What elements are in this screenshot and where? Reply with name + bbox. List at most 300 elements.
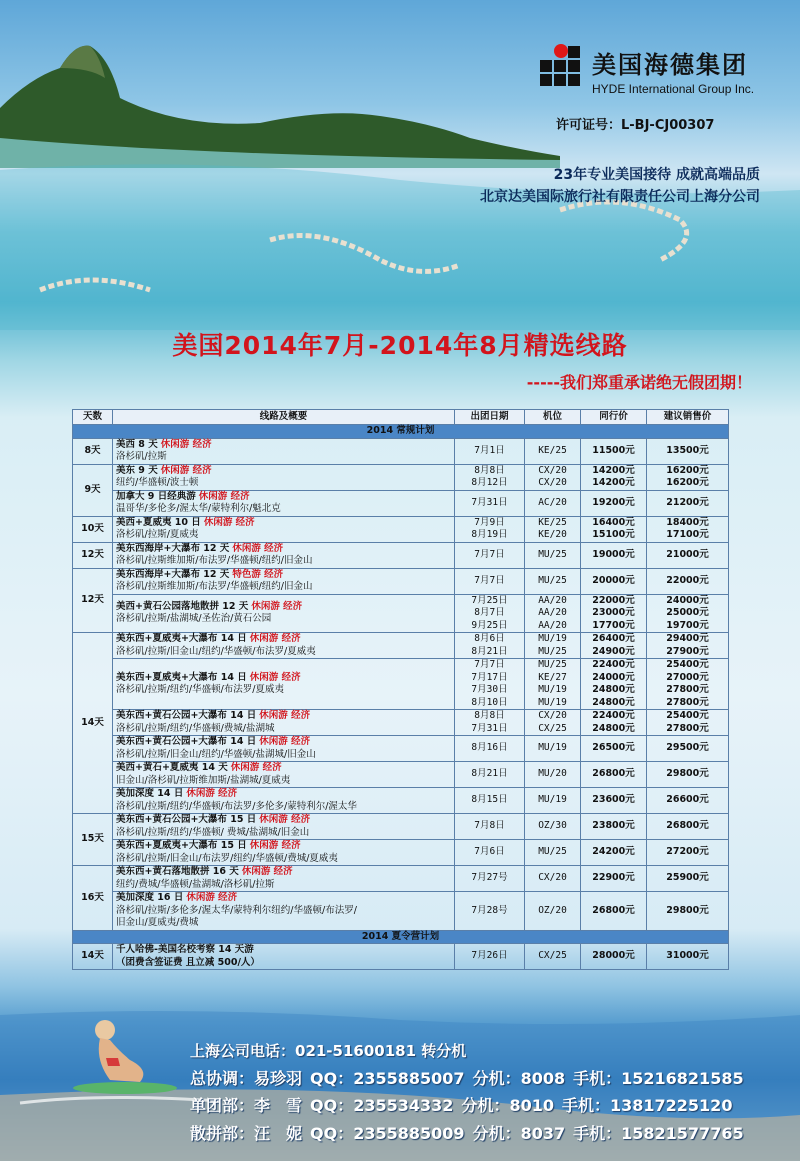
route-cell	[113, 568, 455, 594]
route-cell	[113, 788, 455, 814]
date-cell	[455, 490, 525, 516]
date-cell-value: 8月15日	[471, 794, 508, 806]
contact-row	[190, 1066, 744, 1089]
date-cell-value: 7月27号	[471, 872, 508, 884]
flight-cell	[525, 788, 581, 814]
retail-price-cell	[647, 594, 729, 633]
header-retail-price: 建议销售价	[647, 410, 729, 425]
retail-price-cell-value: 31000元	[666, 950, 709, 962]
table-row	[73, 892, 729, 931]
days-cell: 14天	[73, 944, 113, 970]
flight-cell	[525, 840, 581, 866]
flight-cell-value: MU/25	[538, 846, 567, 858]
date-cell	[455, 736, 525, 762]
retail-price-cell-value: 25000元	[666, 607, 709, 618]
route-tag: 休闲游 经济	[259, 736, 311, 747]
route-heading	[116, 633, 451, 646]
date-cell	[455, 710, 525, 736]
trade-price-cell-value: 24800元	[592, 722, 635, 734]
date-cell	[455, 568, 525, 594]
date-cell	[455, 866, 525, 892]
date-cell-value: 8月8日	[474, 710, 505, 721]
trade-price-cell-value: 22000元	[592, 594, 635, 606]
flight-cell-value: CX/25	[538, 950, 567, 962]
date-cell-value: 7月26日	[471, 950, 508, 962]
retail-price-cell-value: 29500元	[666, 742, 709, 754]
date-cell-value: 7月31日	[471, 722, 508, 734]
trade-price-cell	[581, 659, 647, 710]
table-row	[73, 464, 729, 490]
route-cities: 温哥华/多伦多/渥太华/蒙特利尔/魁北克	[116, 503, 281, 514]
date-cell-value: 8月10日	[471, 696, 508, 708]
date-cell-value: 7月17日	[471, 671, 508, 683]
retail-price-cell-value: 26800元	[666, 820, 709, 832]
route-title: 美西+夏威夷 10 日	[116, 516, 201, 528]
route-cell	[113, 659, 455, 710]
slogan-line-1: 23年专业美国接待 成就高端品质	[553, 167, 760, 183]
route-cities: 洛杉矶/拉斯/纽约/华盛顿/布法罗/多伦多/蒙特利尔/渥太华	[116, 800, 357, 812]
route-cell	[113, 438, 455, 464]
date-cell	[455, 438, 525, 464]
route-title: 美西 8 天	[116, 438, 158, 450]
route-heading	[116, 762, 451, 775]
flight-cell-value: AA/20	[538, 594, 567, 606]
header-route: 线路及概要	[113, 410, 455, 425]
flight-cell-value: CX/25	[538, 722, 567, 734]
contact-name: 汪 妮	[254, 1124, 303, 1143]
header-flight: 机位	[525, 410, 581, 425]
retail-price-cell-value: 27800元	[666, 684, 709, 695]
route-tag: 休闲游 经济	[203, 516, 255, 528]
route-cell	[113, 840, 455, 866]
route-cities: 旧金山/夏威夷/费城	[116, 917, 199, 928]
date-cell-value: 8月7日	[474, 607, 505, 618]
trade-price-cell	[581, 568, 647, 594]
license-number: 许可证号：L-BJ-CJ00307	[556, 118, 715, 133]
flight-cell	[525, 736, 581, 762]
route-cities: 洛杉矶/拉斯/纽约/华盛顿/布法罗/夏威夷	[116, 684, 285, 695]
date-cell	[455, 464, 525, 490]
retail-price-cell	[647, 866, 729, 892]
route-cities: 洛杉矶/拉斯/纽约/华盛顿/费城/盐湖城	[116, 722, 275, 734]
contact-qq: QQ：2355885007	[310, 1069, 465, 1088]
date-cell	[455, 892, 525, 931]
trade-price-cell	[581, 490, 647, 516]
flight-cell	[525, 762, 581, 788]
retail-price-cell	[647, 840, 729, 866]
trade-price-cell	[581, 788, 647, 814]
route-heading	[116, 543, 451, 556]
contact-ext: 分机：8010	[461, 1096, 554, 1115]
contact-row	[190, 1121, 744, 1144]
route-heading	[116, 517, 451, 530]
table-row	[73, 762, 729, 788]
date-cell-value: 8月21日	[471, 768, 508, 780]
route-cities: 纽约/华盛顿/波士顿	[116, 477, 199, 488]
route-cell	[113, 892, 455, 931]
flight-cell-value: KE/20	[538, 529, 567, 540]
table-row	[73, 568, 729, 594]
retail-price-cell-value: 19700元	[666, 619, 709, 631]
table-row	[73, 633, 729, 659]
flight-cell-value: AC/20	[538, 496, 567, 508]
retail-price-cell-value: 25400元	[666, 710, 709, 721]
trade-price-cell-value: 23000元	[592, 607, 635, 618]
trade-price-cell	[581, 736, 647, 762]
date-cell	[455, 762, 525, 788]
retail-price-cell-value: 29400元	[666, 633, 709, 644]
route-heading	[116, 710, 451, 723]
route-heading	[116, 866, 451, 879]
date-cell-value: 7月6日	[474, 846, 505, 858]
brand-name-en: HYDE International Group Inc.	[592, 82, 755, 96]
route-heading	[116, 465, 451, 478]
subtitle-promise: -----我们郑重承诺绝无假团期！	[526, 373, 752, 392]
trade-price-cell	[581, 594, 647, 633]
trade-price-cell-value: 24000元	[592, 671, 635, 683]
route-tag: 休闲游 经济	[186, 892, 238, 903]
days-cell: 12天	[73, 568, 113, 633]
retail-price-cell-value: 21200元	[666, 496, 709, 508]
table-row	[73, 788, 729, 814]
table-row	[73, 516, 729, 542]
trade-price-cell-value: 14200元	[592, 464, 635, 476]
trade-price-cell	[581, 464, 647, 490]
flight-cell	[525, 944, 581, 970]
table-row	[73, 438, 729, 464]
route-cities: 纽约/费城/华盛顿/盐湖城/洛杉矶/拉斯	[116, 878, 275, 890]
route-tag: 休闲游 经济	[249, 671, 301, 683]
retail-price-cell-value: 29800元	[666, 768, 709, 780]
days-cell: 15天	[73, 814, 113, 866]
date-cell-value: 7月8日	[474, 820, 505, 832]
flight-cell-value: MU/19	[538, 633, 567, 644]
route-cities: 洛杉矶/拉斯/旧金山/布法罗/纽约/华盛顿/费城/夏威夷	[116, 852, 338, 864]
contact-name: 易珍羽	[254, 1069, 303, 1088]
table-row	[73, 944, 729, 970]
flight-cell	[525, 866, 581, 892]
retail-price-cell-value: 13500元	[666, 444, 709, 456]
route-tag: 休闲游 经济	[186, 788, 238, 799]
trade-price-cell-value: 19200元	[592, 496, 635, 508]
route-title: 美西+黄石+夏威夷 14 天	[116, 762, 228, 773]
flight-cell	[525, 594, 581, 633]
route-heading	[116, 491, 451, 504]
contact-qq: QQ：2355885009	[310, 1124, 465, 1143]
route-cities: 旧金山/洛杉矶/拉斯维加斯/盐湖城/夏威夷	[116, 774, 291, 786]
trade-price-cell-value: 16400元	[592, 516, 635, 528]
trade-price-cell-value: 11500元	[592, 444, 635, 456]
table-row	[73, 542, 729, 568]
days-cell: 16天	[73, 866, 113, 931]
table-row	[73, 490, 729, 516]
date-cell	[455, 840, 525, 866]
table-row	[73, 814, 729, 840]
date-cell-value: 8月6日	[474, 633, 505, 644]
retail-price-cell	[647, 490, 729, 516]
header-trade-price: 同行价	[581, 410, 647, 425]
date-cell-value: 9月25日	[471, 619, 508, 631]
trade-price-cell-value: 23600元	[592, 794, 635, 806]
route-title: 美东西+夏威夷+大瀑布 14 日	[116, 671, 247, 683]
retail-price-cell	[647, 464, 729, 490]
date-cell-value: 8月19日	[471, 529, 508, 540]
date-cell-value: 7月7日	[474, 659, 505, 670]
contact-mobile: 手机：15216821585	[573, 1069, 744, 1088]
trade-price-cell-value: 26500元	[592, 742, 635, 754]
routes-table	[72, 409, 729, 970]
contact-ext: 分机：8008	[472, 1069, 566, 1088]
table-header-row	[73, 410, 729, 425]
header-date: 出团日期	[455, 410, 525, 425]
retail-price-cell-value: 26600元	[666, 794, 709, 806]
route-cities: 洛杉矶/拉斯/纽约/华盛顿/ 费城/盐湖城/旧金山	[116, 826, 310, 838]
contact-row	[190, 1093, 732, 1116]
flight-cell-value: MU/20	[538, 768, 567, 780]
flight-cell	[525, 438, 581, 464]
trade-price-cell-value: 24800元	[592, 684, 635, 695]
flight-cell-value: MU/19	[538, 794, 567, 806]
trade-price-cell-value: 20000元	[592, 574, 635, 586]
flight-cell	[525, 892, 581, 931]
flight-cell-value: MU/25	[538, 645, 567, 657]
date-cell	[455, 788, 525, 814]
route-cities: 洛杉矶/拉斯	[116, 451, 167, 462]
trade-price-cell-value: 26800元	[592, 904, 635, 916]
flight-cell-value: KE/25	[538, 516, 567, 528]
trade-price-cell-value: 15100元	[592, 529, 635, 540]
days-cell: 12天	[73, 542, 113, 568]
days-cell: 10天	[73, 516, 113, 542]
route-title: 美东西海岸+大瀑布 12 天	[116, 542, 230, 554]
route-heading	[116, 788, 451, 801]
section-label: 2014 夏令营计划	[73, 930, 729, 944]
trade-price-cell	[581, 542, 647, 568]
route-tag: 休闲游 经济	[160, 464, 212, 476]
trade-price-cell	[581, 710, 647, 736]
flight-cell-value: AA/20	[538, 619, 567, 631]
retail-price-cell-value: 27900元	[666, 645, 709, 657]
date-cell-value: 8月12日	[471, 477, 508, 488]
contact-dept: 总协调：	[190, 1069, 255, 1088]
retail-price-cell	[647, 788, 729, 814]
flight-cell-value: MU/19	[538, 684, 567, 695]
surfer-illustration	[70, 1010, 180, 1110]
trade-price-cell	[581, 762, 647, 788]
retail-price-cell-value: 25900元	[666, 872, 709, 884]
route-cities: 洛杉矶/拉斯/夏威夷	[116, 529, 199, 540]
retail-price-cell	[647, 710, 729, 736]
retail-price-cell	[647, 762, 729, 788]
date-cell-value: 7月9日	[474, 516, 505, 528]
date-cell-value: 7月25日	[471, 594, 508, 606]
route-cities: 洛杉矶/拉斯维加斯/布法罗/华盛顿/纽约/旧金山	[116, 555, 313, 566]
retail-price-cell	[647, 542, 729, 568]
routes-body	[73, 425, 729, 970]
trade-price-cell-value: 19000元	[592, 548, 635, 560]
route-cell	[113, 464, 455, 490]
retail-price-cell-value: 24000元	[666, 594, 709, 606]
flight-cell-value: CX/20	[538, 872, 567, 884]
route-tag: 休闲游 经济	[160, 438, 212, 450]
section-row	[73, 930, 729, 944]
retail-price-cell-value: 17100元	[666, 529, 709, 540]
date-cell	[455, 944, 525, 970]
route-heading	[116, 569, 451, 582]
logo-red-dot	[554, 44, 568, 58]
date-cell-value: 8月16日	[471, 742, 508, 754]
flight-cell-value: CX/20	[538, 477, 567, 488]
route-cell	[113, 814, 455, 840]
hyde-logo	[540, 44, 582, 86]
flight-cell	[525, 490, 581, 516]
route-cell	[113, 542, 455, 568]
route-title: 美东西海岸+大瀑布 12 天	[116, 568, 230, 580]
trade-price-cell	[581, 516, 647, 542]
contact-mobile: 手机：15821577765	[573, 1124, 744, 1143]
flight-cell-value: MU/19	[538, 742, 567, 754]
route-cell	[113, 866, 455, 892]
flight-cell-value: OZ/30	[538, 820, 567, 832]
trade-price-cell	[581, 892, 647, 931]
route-title: 美加深度 16 日	[116, 892, 184, 903]
slogan-line-2: 北京达美国际旅行社有限责任公司上海分公司	[480, 189, 760, 205]
days-cell: 8天	[73, 438, 113, 464]
date-cell	[455, 659, 525, 710]
table-row	[73, 659, 729, 710]
date-cell-value: 7月7日	[474, 548, 505, 560]
route-cell	[113, 516, 455, 542]
trade-price-cell-value: 26800元	[592, 768, 635, 780]
route-heading	[116, 840, 451, 853]
route-tag: 休闲游 经济	[198, 490, 250, 502]
route-tag: 休闲游 经济	[230, 762, 282, 773]
trade-price-cell-value: 22400元	[592, 710, 635, 721]
date-cell	[455, 516, 525, 542]
trade-price-cell-value: 28000元	[592, 950, 635, 962]
route-title: 美东西+黄石公园+大瀑布 14 日	[116, 736, 257, 747]
flight-cell-value: AA/20	[538, 607, 567, 618]
retail-price-cell-value: 27200元	[666, 846, 709, 858]
brand-name-cn: 美国海德集团	[592, 50, 748, 79]
flight-cell-value: MU/25	[538, 574, 567, 586]
flight-cell	[525, 710, 581, 736]
flight-cell	[525, 464, 581, 490]
retail-price-cell-value: 27800元	[666, 696, 709, 708]
route-title: 美东西+夏威夷+大瀑布 15 日	[116, 840, 247, 851]
header-days: 天数	[73, 410, 113, 425]
table-row	[73, 710, 729, 736]
route-tag: 休闲游 经济	[259, 814, 311, 825]
section-label: 2014 常规计划	[73, 425, 729, 439]
route-title: 美西+黄石公园落地散拼 12 天	[116, 600, 249, 612]
retail-price-cell	[647, 438, 729, 464]
route-heading	[116, 892, 451, 905]
route-cell	[113, 736, 455, 762]
trade-price-cell	[581, 866, 647, 892]
route-title: 美东西+黄石落地散拼 16 天	[116, 866, 239, 877]
date-cell-value: 7月1日	[474, 444, 505, 456]
route-tag: 休闲游 经济	[241, 866, 293, 877]
route-title: 千人哈佛-美国名校考察 14 天游	[116, 944, 254, 955]
trade-price-cell-value: 14200元	[592, 477, 635, 488]
contact-dept: 单团部：	[190, 1096, 255, 1115]
flight-cell	[525, 568, 581, 594]
contact-qq: QQ：235534332	[310, 1096, 454, 1115]
flight-cell	[525, 633, 581, 659]
date-cell-value: 8月8日	[474, 464, 505, 476]
route-tag: 休闲游 经济	[251, 600, 303, 612]
route-cell	[113, 710, 455, 736]
trade-price-cell-value: 22900元	[592, 872, 635, 884]
date-cell-value: 7月28号	[471, 904, 508, 916]
retail-price-cell-value: 27800元	[666, 722, 709, 734]
main-title: 美国2014年7月-2014年8月精选线路	[172, 331, 628, 360]
flight-cell-value: MU/25	[538, 659, 567, 670]
island-illustration	[0, 38, 560, 168]
retail-price-cell-value: 29800元	[666, 904, 709, 916]
route-cell	[113, 490, 455, 516]
trade-price-cell-value: 26400元	[592, 633, 635, 644]
route-title: 美东西+黄石公园+大瀑布 14 日	[116, 710, 257, 721]
trade-price-cell	[581, 944, 647, 970]
route-cell	[113, 594, 455, 633]
contact-ext: 分机：8037	[472, 1124, 566, 1143]
route-cell	[113, 944, 455, 970]
route-cell	[113, 633, 455, 659]
table-row	[73, 866, 729, 892]
route-tag: 特色游 经济	[232, 568, 284, 580]
retail-price-cell	[647, 633, 729, 659]
table-row	[73, 736, 729, 762]
route-title: 美加深度 14 日	[116, 788, 184, 799]
flight-cell-value: KE/27	[538, 671, 567, 683]
section-row	[73, 425, 729, 439]
route-cities: 洛杉矶/拉斯/旧金山/纽约/华盛顿/盐湖城/旧金山	[116, 748, 316, 760]
route-cities: 洛杉矶/拉斯维加斯/布法罗/华盛顿/纽约/旧金山	[116, 581, 313, 592]
route-heading	[116, 672, 451, 685]
route-note: （团费含签证费 且立减 500/人）	[116, 956, 260, 968]
table-row	[73, 594, 729, 633]
retail-price-cell	[647, 892, 729, 931]
trade-price-cell-value: 23800元	[592, 820, 635, 832]
retail-price-cell-value: 22000元	[666, 574, 709, 586]
route-cities: 洛杉矶/拉斯/旧金山/纽约/华盛顿/布法罗/夏威夷	[116, 645, 316, 657]
retail-price-cell-value: 16200元	[666, 477, 709, 488]
table-row	[73, 840, 729, 866]
contact-mobile: 手机：13817225120	[561, 1096, 733, 1115]
trade-price-cell-value: 24800元	[592, 696, 635, 708]
trade-price-cell-value: 22400元	[592, 659, 635, 670]
flight-cell	[525, 542, 581, 568]
flight-cell	[525, 814, 581, 840]
retail-price-cell-value: 27000元	[666, 671, 709, 683]
date-cell-value: 8月21日	[471, 645, 508, 657]
trade-price-cell	[581, 814, 647, 840]
flight-cell-value: KE/25	[538, 444, 567, 456]
retail-price-cell	[647, 814, 729, 840]
contact-name: 李 雪	[254, 1096, 303, 1115]
retail-price-cell-value: 21000元	[666, 548, 709, 560]
retail-price-cell-value: 16200元	[666, 464, 709, 476]
date-cell-value: 7月30日	[471, 684, 508, 695]
flight-cell-value: OZ/20	[538, 904, 567, 916]
date-cell-value: 7月7日	[474, 574, 505, 586]
trade-price-cell	[581, 840, 647, 866]
retail-price-cell-value: 25400元	[666, 659, 709, 670]
trade-price-cell-value: 24900元	[592, 645, 635, 657]
route-title: 美东西+黄石公园+大瀑布 15 日	[116, 814, 257, 825]
